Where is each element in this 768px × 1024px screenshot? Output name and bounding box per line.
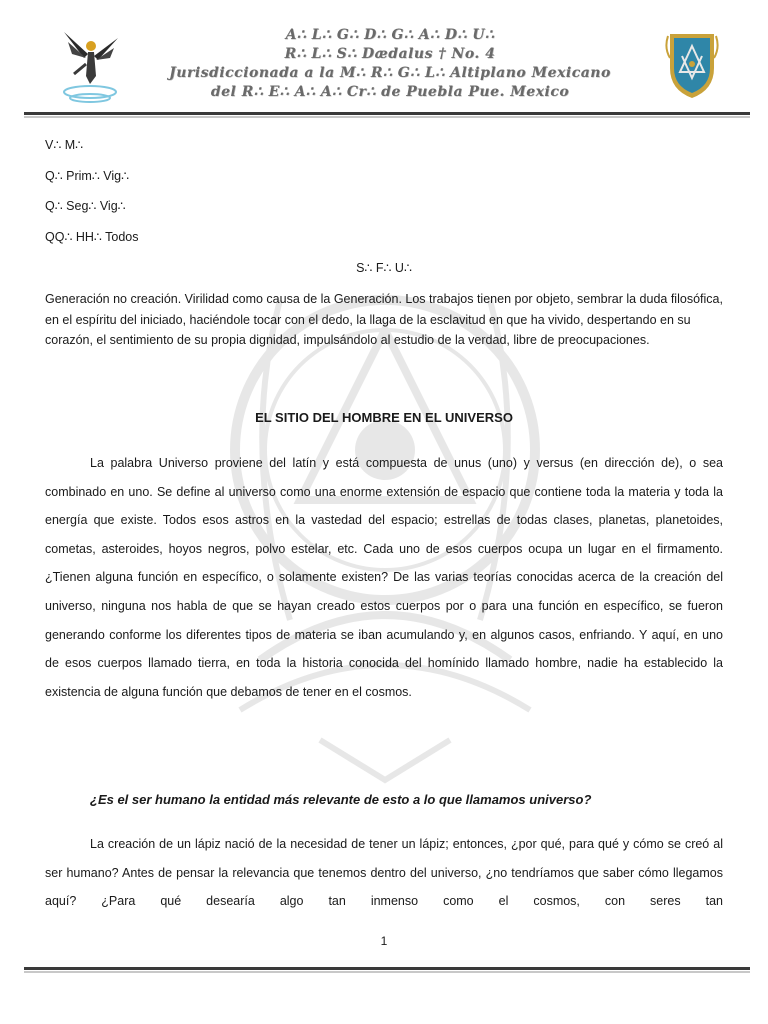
- intro-paragraph: Generación no creación. Virilidad como causa de la Generación. Los trabajos tienen por objeto, sembrar la duda filosófica, en el espíritu del iniciado, haciéndole tocar con el dedo, la llaga de la esclavitud en que ha vivido, despertando en su corazón, el sentimiento de su propia dignidad, impulsándolo al estudio de la verdad, libre de preocupaciones.: [45, 292, 723, 347]
- lodge-header-text: [140, 26, 640, 102]
- header-rule-shadow: [24, 116, 750, 118]
- body-paragraph: La creación de un lápiz nació de la necesidad de tener un lápiz; entonces, ¿por qué, para qué y cómo se creó al ser humano? Antes de pensar la relevancia que tenemos dentro del universo, ¿no tendríamos que saber cómo llegamos aquí? ¿Para qué desearía algo tan inmenso como el cosmos, con seres tan: [45, 837, 723, 909]
- winged-figure-logo-icon: [54, 24, 126, 104]
- section-title: EL SITIO DEL HOMBRE EN EL UNIVERSO: [255, 410, 513, 425]
- lodge-shield-emblem-icon: [664, 28, 720, 100]
- header-line: R∴ L∴ S∴ Dædalus † No. 4: [284, 46, 496, 62]
- header-line: A∴ L∴ G∴ D∴ G∴ A∴ D∴ U∴: [285, 27, 495, 43]
- header-rule: [24, 112, 750, 115]
- footer-rule-shadow: [24, 971, 750, 973]
- sfu-salute: S∴ F∴ U∴: [356, 261, 412, 275]
- page-number: 1: [380, 934, 388, 948]
- salutation-line: QQ∴ HH∴ Todos: [45, 230, 139, 244]
- header-line: del R∴ E∴ A∴ A∴ Cr∴ de Puebla Pue. Mexico: [210, 84, 570, 100]
- section-question-heading: ¿Es el ser humano la entidad más relevante de esto a lo que llamamos universo?: [90, 792, 592, 807]
- header-line: Jurisdiccionada a la M∴ R∴ G∴ L∴ Altiplano Mexicano: [169, 65, 611, 81]
- salutation-line: V∴ M∴: [45, 138, 84, 152]
- salutation-line: Q∴ Seg∴ Vig∴: [45, 199, 126, 213]
- document-header: [0, 0, 768, 120]
- salutation-line: Q∴ Prim∴ Vig∴: [45, 169, 130, 183]
- body-paragraph: La palabra Universo proviene del latín y está compuesta de unus (uno) y versus (en dirección de), o sea combinado en uno. Se define al universo como una enorme extensión de espacio que contiene toda la materia y toda la energía que existe. Todos esos astros en la vastedad del espacio; estrellas de todas clases, planetas, planetoides, cometas, asteroides, hoyos negros, polvo estelar, etc. Cada uno de esos cuerpos ocupa un lugar en el firmamento. ¿Tienen alguna función en específico, o solamente existen? De las varias teorías conocidas acerca de la creación del universo, ninguna nos habla de que se hayan creado estos cuerpos por o para una función en específico, se fueron generando conforme los diferentes tipos de materia se iban acumulando y, en algunos casos, enfriando. Y aquí, en uno de esos cuerpos llamado tierra, en toda la historia conocida del homínido llamado hombre, nadie ha establecido la existencia de alguna función que debamos de tener en el cosmos.: [45, 456, 723, 699]
- footer-rule: [24, 967, 750, 970]
